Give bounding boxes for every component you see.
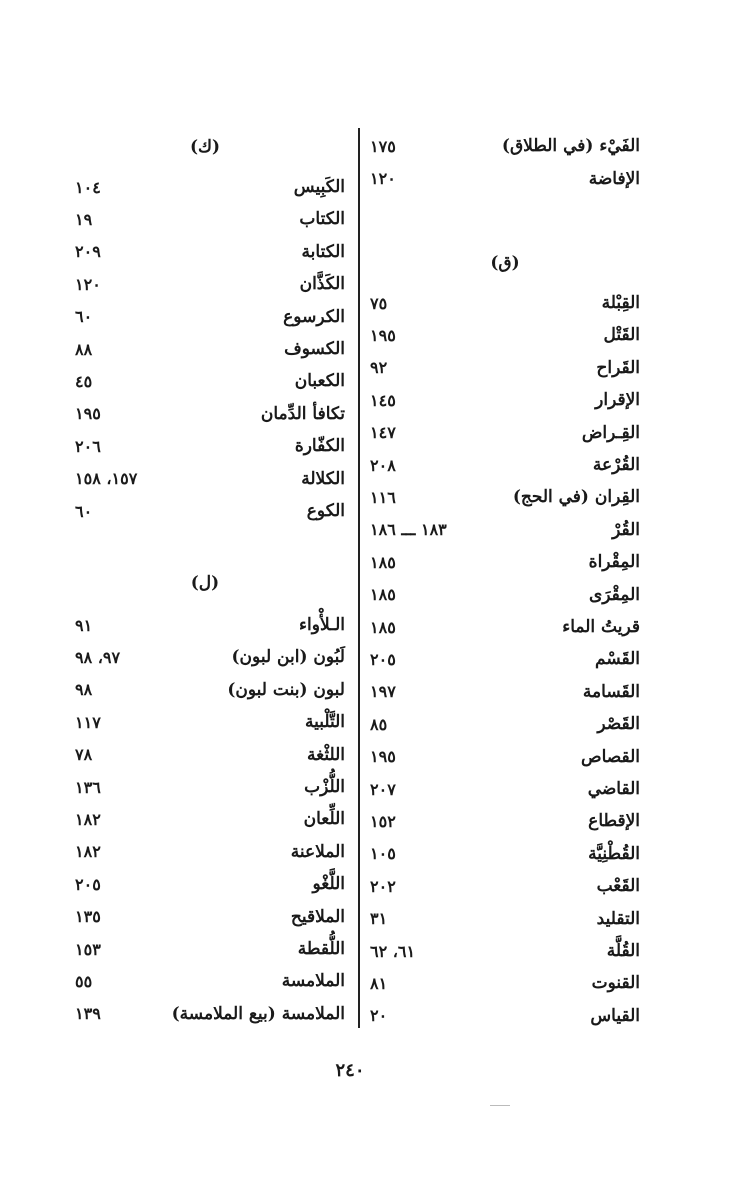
entry-pages: ٢٠٨ [370, 455, 396, 475]
index-entry [75, 901, 345, 933]
entry-pages: ١٠٥ [370, 844, 396, 864]
heading-lam: (ل) [190, 573, 220, 593]
entry-pages: ١٨٥ [370, 617, 396, 637]
index-entry [370, 903, 640, 935]
entry-pages: ١٣٦ [75, 777, 101, 797]
entry-pages: ٢٠٦ [75, 436, 101, 456]
entry-pages: ١٩٥ [370, 325, 396, 345]
entry-pages: ٩٢ [370, 358, 388, 378]
entry-term: لبون (بنت لبون) [227, 679, 345, 700]
entry-term: الكفّارة [294, 436, 345, 457]
index-entry [75, 171, 345, 203]
entry-term: الكلالة [301, 468, 345, 489]
index-entry [75, 333, 345, 365]
entry-term: القَتْل [603, 325, 640, 346]
entry-term: الملاقيح [290, 906, 345, 927]
index-entry [75, 268, 345, 300]
index-entry [370, 514, 640, 546]
entry-term: القنوت [591, 973, 640, 994]
entry-pages: ١٩٧ [370, 682, 396, 702]
index-entry [370, 449, 640, 481]
index-entry [370, 643, 640, 675]
index-entry [370, 708, 640, 740]
index-entry [75, 739, 345, 771]
entry-pages: ٦١، ٦٢ [370, 941, 416, 961]
entry-pages: ١٠٤ [75, 177, 101, 197]
entry-term: الملاعنة [290, 841, 345, 862]
index-entry [75, 430, 345, 462]
entry-term: الكَبِيس [293, 177, 345, 197]
entry-term: القصاص [581, 746, 640, 767]
entry-pages: ١٩٥ [75, 404, 101, 424]
index-entry [75, 836, 345, 868]
entry-pages: ٢٠ [370, 1006, 388, 1026]
index-entry [370, 384, 640, 416]
entry-pages: ١٨٢ [75, 842, 101, 862]
entry-pages: ١١٦ [370, 487, 396, 507]
entry-term: اللُّقطة [297, 939, 345, 959]
entry-term: الكعبان [294, 371, 345, 392]
entry-pages: ٥٥ [75, 971, 93, 991]
entry-term: قريتُ الماء [562, 617, 640, 637]
page-number: ٢٤٠ [335, 1060, 365, 1081]
entry-term: الإقرار [595, 390, 640, 411]
heading-qaf: (ق) [490, 253, 520, 273]
entry-pages: ٢٠٥ [75, 874, 101, 894]
index-entry [370, 287, 640, 319]
index-entry [370, 741, 640, 773]
index-entry [370, 163, 640, 195]
entry-pages: ١٤٧ [370, 423, 396, 443]
entry-pages: ٧٥ [370, 293, 388, 313]
entry-term: التقليد [596, 908, 640, 929]
entry-term: الإفاضة [588, 168, 640, 189]
index-entry [75, 706, 345, 738]
index-entry [75, 641, 345, 673]
index-entry [370, 546, 640, 578]
index-entry [75, 998, 345, 1030]
index-entry [75, 365, 345, 397]
index-entry [370, 319, 640, 351]
entry-pages: ٨١ [370, 973, 388, 993]
entry-term: اللثْغة [307, 744, 345, 765]
entry-term: الفَيْء (في الطلاق) [501, 136, 640, 156]
entry-term: اللَّغْو [312, 874, 345, 895]
entry-pages: ١٨٥ [370, 552, 396, 572]
entry-term: تكافأ الدِّمان [260, 403, 345, 424]
entry-term: الملامسة [281, 971, 345, 992]
index-entry [75, 933, 345, 965]
scan-speck [490, 1105, 510, 1106]
entry-pages: ٦٠ [75, 307, 93, 327]
index-entry [370, 352, 640, 384]
entry-pages: ١٨٢ [75, 809, 101, 829]
entry-pages: ١٥٣ [75, 939, 101, 959]
entry-term: لَبُون (ابن لبون) [231, 647, 345, 668]
entry-term: الكَذَّان [299, 274, 345, 295]
entry-pages: ١٣٥ [75, 907, 101, 927]
index-entry [370, 417, 640, 449]
entry-term: القِـراض [581, 422, 640, 443]
entry-pages: ١٢٠ [370, 169, 396, 188]
entry-pages: ١٧٥ [370, 136, 396, 156]
entry-pages: ٨٥ [370, 714, 388, 734]
index-entry [370, 676, 640, 708]
index-entry [75, 868, 345, 900]
index-entry [75, 674, 345, 706]
entry-pages: ٣١ [370, 909, 388, 929]
index-entry [370, 611, 640, 643]
index-entry [75, 609, 345, 641]
entry-pages: ٧٨ [75, 745, 93, 765]
index-entry [370, 579, 640, 611]
entry-term: الـلأْواء [299, 615, 345, 635]
entry-term: اللُّزْب [304, 777, 345, 797]
entry-pages: ٦٠ [75, 501, 93, 521]
entry-term: الكسوف [284, 339, 345, 359]
entry-pages: ١١٧ [75, 712, 101, 732]
index-entry [370, 1000, 640, 1032]
entry-pages: ١٣٩ [75, 1004, 101, 1024]
entry-term: الكتاب [299, 209, 345, 230]
entry-term: المِقْراة [588, 552, 640, 573]
entry-term: القُلَّة [606, 941, 640, 961]
column-divider [358, 128, 360, 1028]
entry-term: القِبْلة [601, 293, 640, 313]
entry-pages: ١٥٧، ١٥٨ [75, 469, 138, 489]
index-entry [370, 935, 640, 967]
index-entry [370, 838, 640, 870]
entry-pages: ٤٥ [75, 371, 93, 391]
entry-pages: ٢٠٧ [370, 779, 396, 799]
entry-term: التَّلْبية [304, 712, 345, 733]
index-entry [370, 870, 640, 902]
heading-kaf: (ك) [189, 137, 221, 157]
entry-term: القُطْنِيَّة [588, 843, 640, 864]
index-entry [75, 398, 345, 430]
index-entry [75, 495, 345, 527]
index-entry [370, 130, 640, 162]
entry-term: القَراح [596, 357, 640, 378]
index-entry [75, 236, 345, 268]
entry-pages: ٢٠٢ [370, 876, 396, 896]
index-entry [75, 803, 345, 835]
entry-term: القُرْعة [592, 455, 640, 475]
entry-pages: ٩٧، ٩٨ [75, 647, 121, 667]
entry-term: اللِّعان [303, 809, 345, 830]
entry-term: القِران (في الحج) [512, 487, 640, 508]
index-entry [75, 301, 345, 333]
entry-term: الإقطاع [588, 811, 640, 832]
entry-pages: ١٢٠ [75, 274, 101, 294]
entry-pages: ١٩ [75, 209, 93, 229]
index-entry [370, 773, 640, 805]
entry-term: الكرسوع [283, 306, 345, 327]
index-entry [75, 965, 345, 997]
index-entry [370, 805, 640, 837]
entry-term: القياس [590, 1005, 640, 1026]
entry-pages: ١٩٥ [370, 747, 396, 767]
entry-term: القُرْ [612, 519, 640, 540]
entry-term: الملامسة (بيع الملامسة) [171, 1003, 345, 1024]
entry-term: القَسامة [582, 681, 640, 702]
entry-term: المِقْرَى [588, 584, 640, 605]
entry-pages: ٨٨ [75, 339, 93, 359]
index-entry [370, 967, 640, 999]
entry-term: القَسْم [595, 649, 640, 670]
entry-pages: ١٥٢ [370, 811, 396, 831]
entry-pages: ١٨٣ ـــ ١٨٦ [370, 520, 447, 540]
entry-pages: ٢٠٩ [75, 242, 101, 262]
entry-pages: ٩١ [75, 615, 93, 635]
entry-pages: ٩٨ [75, 680, 93, 700]
entry-term: القَصْر [597, 714, 640, 735]
entry-term: الكوع [306, 501, 345, 521]
index-entry [370, 481, 640, 513]
index-entry [75, 771, 345, 803]
entry-pages: ١٨٥ [370, 585, 396, 605]
index-entry [75, 203, 345, 235]
entry-pages: ١٤٥ [370, 390, 396, 410]
entry-term: القَعْب [596, 876, 640, 897]
entry-pages: ٢٠٥ [370, 649, 396, 669]
entry-term: القاضي [587, 779, 640, 799]
index-entry [75, 463, 345, 495]
entry-term: الكتابة [301, 241, 345, 262]
